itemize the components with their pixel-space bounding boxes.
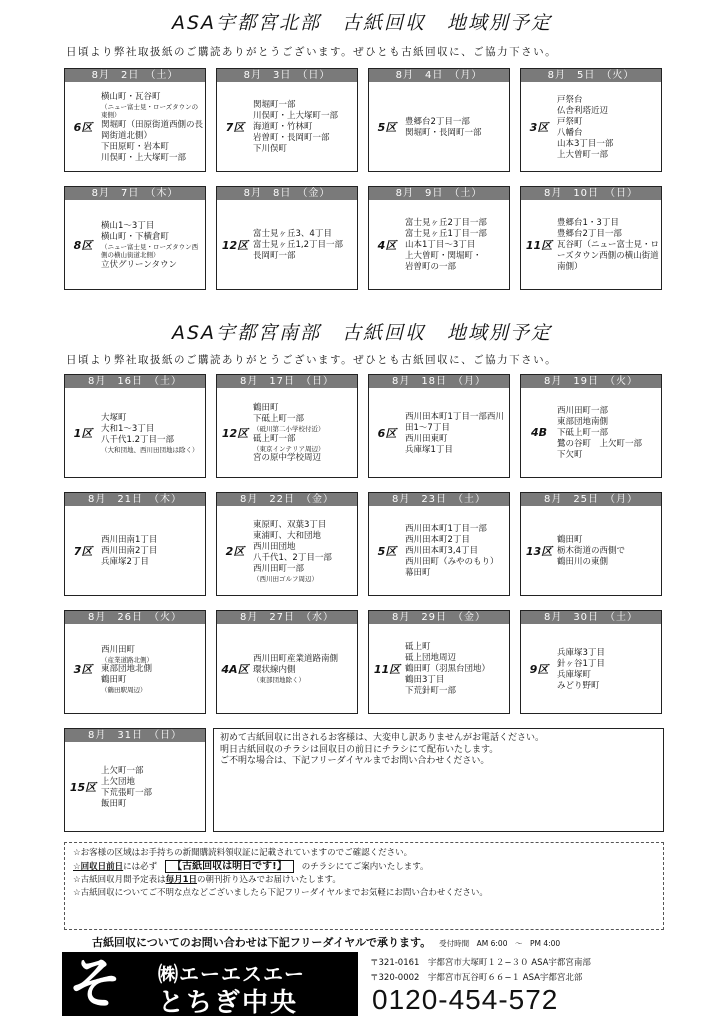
area-item: 下田原町・岩本町	[101, 141, 170, 152]
area-item: 西川田本町3,4丁目	[405, 546, 479, 556]
card-areas	[101, 388, 205, 477]
area-item: （鶴田駅周辺）	[101, 686, 147, 694]
area-item: 兵庫塚1丁目	[405, 444, 453, 455]
area-item: 鶴田3丁目	[405, 675, 445, 685]
area-item: 横山町・下横倉町	[101, 231, 170, 242]
south-subtitle: 日頃より弊社取扱紙のご購読ありがとうございます。ぜひとも古紙回収に、ご協力下さい。	[66, 354, 558, 366]
schedule-card	[368, 492, 510, 596]
card-areas	[101, 742, 205, 831]
card-date: 8月 22日 （金）	[217, 493, 357, 506]
schedule-card	[216, 492, 358, 596]
card-body	[65, 506, 205, 595]
area-item: 岩曽町・長岡町一部	[253, 133, 330, 143]
card-date: 8月 8日 （金）	[217, 187, 357, 200]
schedule-card	[520, 492, 662, 596]
area-item: （砥川第二小学校付近）	[253, 425, 325, 433]
card-areas	[253, 200, 357, 289]
notes-box	[64, 842, 664, 930]
card-body	[65, 624, 205, 713]
south-schedule	[64, 374, 664, 714]
schedule-card	[520, 68, 662, 172]
south-title: ASA宇都宮南部 古紙回収 地域別予定	[171, 322, 553, 344]
schedule-card	[368, 374, 510, 478]
area-item: 仏舎利塔近辺	[557, 105, 609, 116]
area-item: 関堀町（田原街道西側の長岡街道北側）	[101, 119, 204, 141]
card-date: 8月 16日 （土）	[65, 375, 205, 388]
address-north: 〒320-0002 宇都宮市瓦谷町６６−１ ASA宇都宮北部	[370, 973, 583, 983]
area-item: 横山1〜3丁目	[101, 220, 155, 231]
card-district: 5区	[377, 544, 397, 558]
area-item: 海道町・竹林町	[253, 122, 313, 132]
area-item: 瓦谷町（ニュー富士見・ローズタウン西側の横山街道南側）	[557, 240, 660, 272]
note-reminder-text: には必ず	[123, 862, 158, 872]
area-item: 栃木街道の西側で	[557, 546, 626, 556]
area-item: 鶴田川の東側	[557, 557, 609, 567]
card-areas	[557, 82, 661, 171]
schedule-card	[64, 68, 206, 172]
card-body	[369, 388, 509, 477]
notice-line: 明日古紙回収のチラシは回収日の前日にチラシにて配布いたします。	[220, 744, 499, 755]
area-item: 宮の原中学校周辺	[253, 453, 322, 463]
area-item: （西川田ゴルフ周辺）	[253, 574, 318, 583]
card-body	[65, 742, 205, 831]
card-date: 8月 2日 （土）	[65, 69, 205, 82]
area-item: 東浦町、大和団地	[253, 530, 322, 541]
card-areas	[557, 624, 661, 713]
area-item: 鶴田町	[557, 535, 583, 545]
card-district: 5区	[377, 120, 397, 134]
logo-company-type: ㈱エーエスエー	[158, 962, 305, 986]
area-item: 兵庫塚町	[557, 669, 592, 680]
area-item: 西川田団地	[253, 541, 296, 552]
card-areas	[405, 624, 509, 713]
card-date: 8月 25日 （月）	[521, 493, 661, 506]
note-monthly-tail: の朝刊折り込みでお届けいたします。	[197, 875, 341, 885]
card-areas	[405, 200, 509, 289]
card-body	[521, 388, 661, 477]
logo-mark: そ	[68, 952, 122, 1015]
area-item: 豊郷台1・3丁目	[557, 218, 619, 228]
area-item: （ニュー富士見・ローズタウンの東側）	[101, 102, 199, 119]
inquiry-text: 古紙回収についてのお問い合わせは下記フリーダイヤルで承ります。	[92, 936, 432, 949]
card-areas	[101, 624, 205, 713]
area-item: 上欠団地	[101, 776, 136, 787]
notice-line: 初めて古紙回収に出されるお客様は、大変申し訳ありませんがお電話ください。	[220, 733, 545, 743]
card-district: 6区	[377, 426, 397, 440]
area-item: 西川田南1丁目	[101, 535, 158, 545]
card-district: 6区	[73, 120, 93, 134]
area-item: （大和団地、西川田団地は除く）	[101, 445, 199, 454]
schedule-card	[64, 374, 206, 478]
area-item: 川俣町・上大塚町一部	[101, 152, 187, 163]
area-item: 八幡台	[557, 127, 583, 138]
area-item: 西川田町一部	[253, 563, 305, 574]
schedule-card	[64, 186, 206, 290]
card-body	[217, 388, 357, 477]
area-item: 東部団地南側	[557, 417, 609, 427]
card-date: 8月 21日 （木）	[65, 493, 205, 506]
area-item: 西川田町産業道路南側	[253, 654, 339, 665]
card-areas	[253, 506, 357, 595]
notice-box	[213, 728, 664, 832]
schedule-card	[368, 186, 510, 290]
card-district: 11区	[373, 662, 401, 676]
card-date: 8月 29日 （金）	[369, 611, 509, 624]
north-title: ASA宇都宮北部 古紙回収 地域別予定	[171, 12, 553, 34]
card-areas	[101, 506, 205, 595]
card-body	[217, 82, 357, 171]
area-item: 富士見ヶ丘1丁目一部	[405, 229, 487, 239]
schedule-card	[520, 610, 662, 714]
area-item: 上大曽町・関堀町・	[405, 251, 482, 261]
card-date: 8月 31日 （日）	[65, 729, 205, 742]
card-areas	[557, 200, 661, 289]
schedule-card	[520, 374, 662, 478]
card-district: 15区	[69, 780, 97, 794]
area-item: 岩曽町の一部	[405, 262, 457, 272]
card-date: 8月 7日 （木）	[65, 187, 205, 200]
card-date: 8月 3日 （日）	[217, 69, 357, 82]
card-areas	[405, 506, 509, 595]
note-monthly-lead: ☆古紙回収月間予定表は	[73, 875, 166, 885]
card-date: 8月 17日 （日）	[217, 375, 357, 388]
company-logo	[62, 952, 358, 1016]
area-item: 幕田町	[405, 568, 431, 578]
card-body	[369, 624, 509, 713]
area-item: 西川田南2丁目	[101, 546, 158, 556]
schedule-card	[216, 186, 358, 290]
area-item: 砥上町	[405, 642, 431, 652]
card-body	[369, 506, 509, 595]
area-item: 豊郷台2丁目一部	[557, 229, 622, 239]
card-body	[65, 200, 205, 289]
card-areas	[101, 200, 205, 289]
free-dial-number[interactable]: 0120-454-572	[372, 984, 559, 1015]
schedule-card	[64, 610, 206, 714]
area-item: 鶴田町（羽黒台団地）	[405, 664, 491, 674]
area-item: 下砥上町一部	[557, 428, 609, 438]
inquiry-line	[92, 934, 560, 950]
note-monthly	[73, 874, 655, 887]
card-date: 8月 30日 （土）	[521, 611, 661, 624]
schedule-card	[64, 492, 206, 596]
area-item: 富士見ヶ丘2丁目一部	[405, 218, 487, 228]
area-item: 下欠町	[557, 450, 583, 460]
card-body	[369, 200, 509, 289]
card-district: 8区	[73, 238, 93, 252]
area-item: 上欠町一部	[101, 765, 144, 776]
card-district: 4A区	[221, 662, 249, 676]
card-district: 13区	[525, 544, 553, 558]
card-body	[217, 506, 357, 595]
notice-line: ご不明な場合は、下記フリーダイヤルまでお問い合わせください。	[220, 756, 490, 766]
area-item: （東京インテリア周辺）	[253, 444, 325, 453]
card-body	[217, 624, 357, 713]
note-reminder-lead: ☆回収日前日	[73, 862, 124, 872]
card-district: 12区	[221, 426, 249, 440]
card-district: 3区	[73, 662, 93, 676]
card-areas	[557, 388, 661, 477]
area-item: 関堀町一部	[253, 100, 296, 110]
card-body	[65, 82, 205, 171]
card-areas	[253, 388, 357, 477]
card-body	[521, 82, 661, 171]
area-item: 鶴田町	[101, 675, 127, 685]
area-item: 長岡町一部	[253, 251, 296, 261]
area-item: 西川田町	[101, 644, 136, 655]
area-item: 上大曽町一部	[557, 149, 609, 160]
schedule-card	[368, 68, 510, 172]
schedule-card	[520, 186, 662, 290]
card-areas	[557, 506, 661, 595]
card-areas	[101, 82, 205, 171]
area-item: 下川俣町	[253, 144, 288, 154]
area-item: 砥上団地周辺	[405, 653, 457, 663]
area-item: 飯田町	[101, 798, 127, 809]
area-item: 西川田本町1丁目一部西川田1〜7丁目	[405, 411, 504, 433]
card-district: 7区	[73, 544, 93, 558]
card-district: 11区	[525, 238, 553, 252]
card-date: 8月 23日 （土）	[369, 493, 509, 506]
area-item: （ニュー富士見・ローズタウン西側の横山街道北側）	[101, 242, 199, 259]
north-subtitle: 日頃より弊社取扱紙のご購読ありがとうございます。ぜひとも古紙回収に、ご協力下さい。	[66, 46, 558, 58]
schedule-card	[368, 610, 510, 714]
area-item: 豊郷台2丁目一部	[405, 116, 470, 127]
card-district: 3区	[529, 120, 549, 134]
area-item: 下砥上町一部	[253, 414, 305, 424]
card-date: 8月 26日 （火）	[65, 611, 205, 624]
north-schedule	[64, 68, 664, 290]
area-item: 富士見ヶ丘3、4丁目	[253, 229, 332, 239]
card-date: 8月 5日 （火）	[521, 69, 661, 82]
area-item: 大和1〜3丁目	[101, 423, 155, 434]
card-body	[369, 82, 509, 171]
area-item: 砥上町一部	[253, 433, 296, 444]
area-item: （東部団地除く）	[253, 676, 305, 685]
area-item: 針ヶ谷1丁目	[557, 658, 605, 669]
card-areas	[405, 82, 509, 171]
logo-company-name: とちぎ中央	[158, 988, 299, 1018]
area-item: 富士見ヶ丘1,2丁目一部	[253, 240, 344, 250]
schedule-card-last	[64, 728, 206, 832]
area-item: （産業道路北側）	[101, 655, 153, 664]
address-south: 〒321-0161 宇都宮市大塚町１２−３０ ASA宇都宮南部	[370, 958, 591, 968]
area-item: 兵庫塚2丁目	[101, 557, 149, 567]
area-item: 山本1丁目〜3丁目	[405, 240, 476, 250]
area-item: 東部団地北側	[101, 664, 153, 674]
note-contact: ☆古紙回収についてご不明な点などございましたら下記フリーダイヤルまでお気軽にお問い合わせください。	[73, 888, 488, 898]
area-item: 西川田東町	[405, 433, 448, 444]
schedule-card	[216, 374, 358, 478]
area-item: 大塚町	[101, 412, 127, 423]
card-areas	[405, 388, 509, 477]
note-reminder-tail: のチラシにてご案内いたします。	[301, 862, 429, 872]
card-date: 8月 9日 （土）	[369, 187, 509, 200]
area-item: みどり野町	[557, 680, 600, 691]
card-body	[65, 388, 205, 477]
schedule-card	[216, 68, 358, 172]
area-item: 戸祭台	[557, 94, 583, 105]
area-item: 鷺の谷町 上欠町一部	[557, 439, 643, 449]
card-district: 4区	[377, 238, 397, 252]
area-item: 下荒針町一部	[405, 686, 457, 696]
card-district: 1区	[73, 426, 93, 440]
card-body	[521, 200, 661, 289]
area-item: 西川田町一部	[557, 406, 609, 416]
area-item: 立伏グリーンタウン	[101, 259, 177, 270]
card-date: 8月 10日 （日）	[521, 187, 661, 200]
area-item: 八千代1、2丁目一部	[253, 552, 332, 563]
area-item: 西川田本町2丁目	[405, 535, 470, 545]
note-monthly-date: 毎月1日	[165, 875, 198, 885]
area-item: 西川田町（みやのもり）	[405, 557, 499, 567]
card-date: 8月 4日 （月）	[369, 69, 509, 82]
card-areas	[253, 82, 357, 171]
card-date: 8月 19日 （火）	[521, 375, 661, 388]
area-item: 横山町・瓦谷町	[101, 91, 161, 102]
note-reminder	[73, 860, 655, 874]
card-district: 12区	[221, 238, 249, 252]
card-date: 8月 27日 （水）	[217, 611, 357, 624]
card-district: 2区	[225, 544, 245, 558]
area-item: 下荒張町一部	[101, 787, 153, 798]
card-body	[521, 624, 661, 713]
area-item: 関堀町・長岡町一部	[405, 127, 482, 138]
area-item: 西川田本町1丁目一部	[405, 524, 487, 534]
area-item: 川俣町・上大塚町一部	[253, 111, 339, 121]
note-reminder-highlight: 【古紙回収は明日です!】	[165, 860, 294, 873]
card-date: 8月 18日 （月）	[369, 375, 509, 388]
card-areas	[253, 624, 357, 713]
area-item: 山本3丁目一部	[557, 138, 614, 149]
area-item: 環状線内側	[253, 665, 296, 676]
area-item: 東原町、双葉3丁目	[253, 519, 327, 530]
card-district: 4B	[530, 426, 548, 439]
card-district: 9区	[529, 662, 549, 676]
schedule-card	[216, 610, 358, 714]
area-item: 鶴田町	[253, 403, 279, 413]
card-body	[217, 200, 357, 289]
area-item: 兵庫塚3丁目	[557, 647, 605, 658]
card-district: 7区	[225, 120, 245, 134]
card-body	[521, 506, 661, 595]
area-item: 八千代1.2丁目一部	[101, 434, 175, 445]
area-item: 戸祭町	[557, 116, 583, 127]
note-area-check: ☆お客様の区域はお手持ちの新聞購読料領収証に記載されていますのでご確認ください。	[73, 848, 413, 858]
reception-hours: 受付時間 AM 6:00 〜 PM 4:00	[439, 939, 561, 948]
